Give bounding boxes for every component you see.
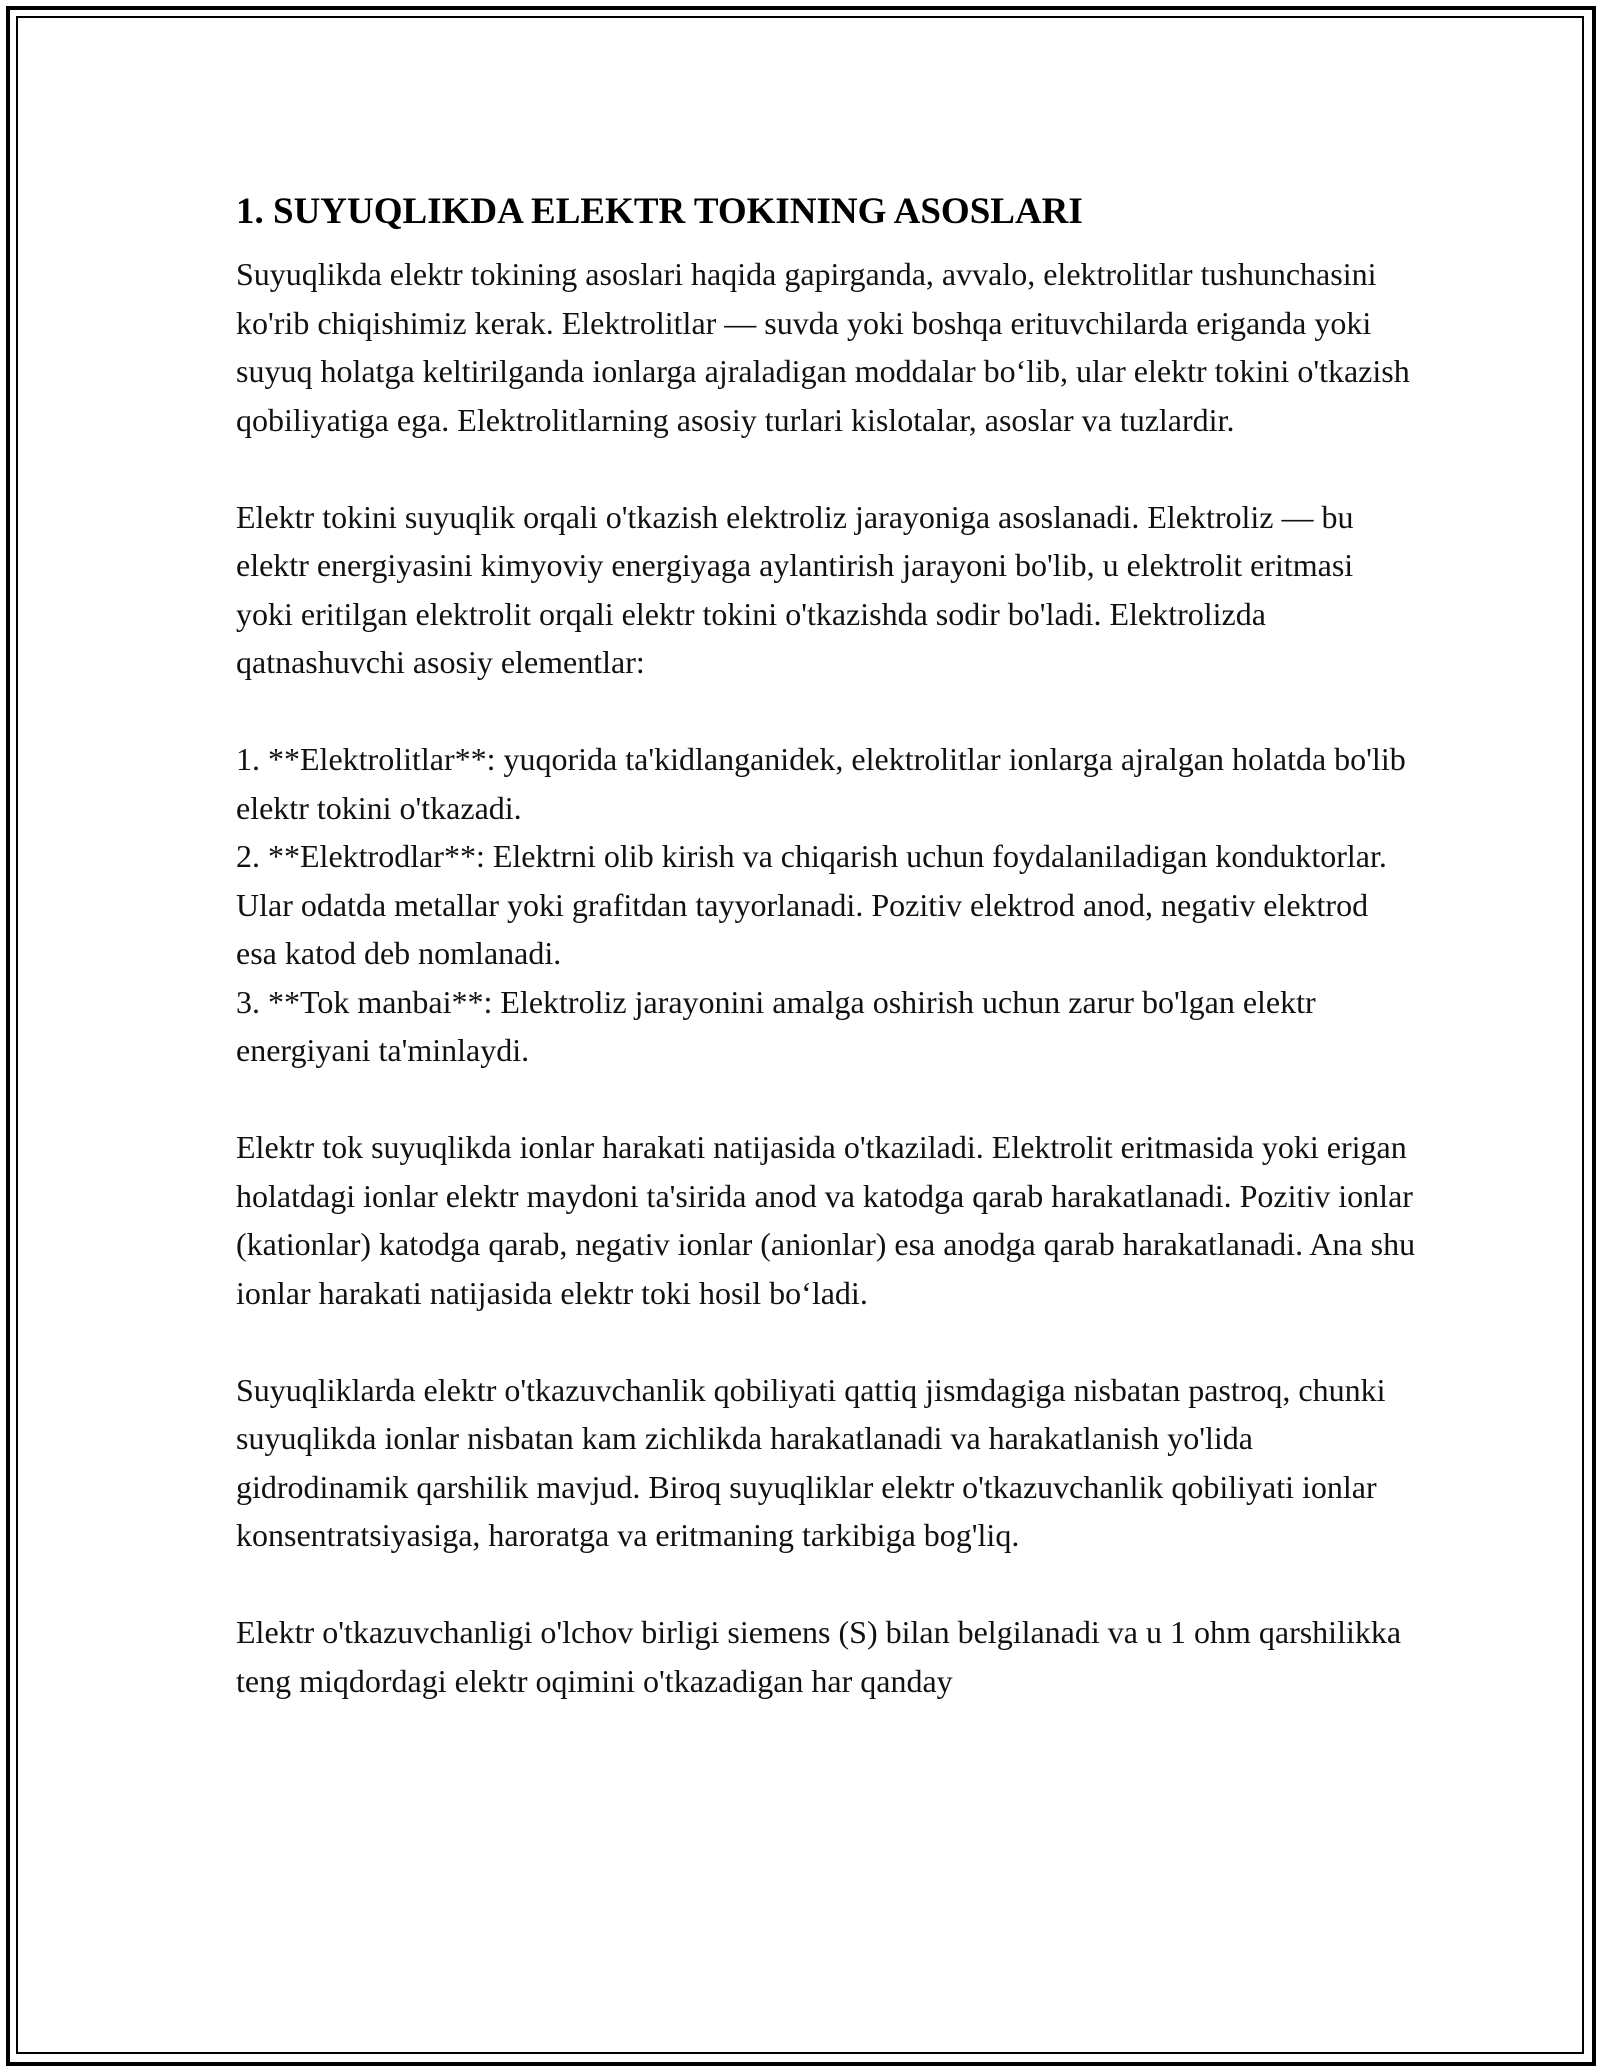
list-item-electrodes: 2. **Elektrodlar**: Elektrni olib kirish va chiqarish uchun foydalaniladigan konduktorlar. Ular odatda metallar yoki grafitdan tayyorlanadi. Pozitiv elektrod anod, negativ elektrod esa katod deb nomlanadi. [236, 838, 1387, 971]
paragraph-electrolytes: Suyuqlikda elektr tokining asoslari haqida gapirganda, avvalo, elektrolitlar tushunchasini ko'rib chiqishimiz kerak. Elektrolitlar — suvda yoki boshqa erituvchilarda eriganda yoki suyuq holatga keltirilganda ionlarga ajraladigan moddalar bo‘lib, ular elektr tokini o'tkazish qobiliyatiga ega. Elektrolitlarning asosiy turlari kislotalar, asoslar va tuzlardir. [236, 256, 1410, 438]
section-heading: 1. SUYUQLIKDA ELEKTR TOKINING ASOSLARI [236, 191, 1083, 232]
document-body [236, 186, 1416, 1705]
paragraph-conductivity: Suyuqliklarda elektr o'tkazuvchanlik qobiliyati qattiq jismdagiga nisbatan pastroq, chunki suyuqlikda ionlar nisbatan kam zichlikda harakatlanadi va harakatlanish yo'lida gidrodinamik qarshilik mavjud. Biroq suyuqliklar elektr o'tkazuvchanlik qobiliyati ionlar konsentratsiyasiga, haroratga va eritmaning tarkibiga bog'liq. [236, 1371, 1386, 1553]
paragraph-siemens-unit: Elektr o'tkazuvchanligi o'lchov birligi siemens (S) bilan belgilanadi va u 1 ohm qarshilikka teng miqdordagi elektr oqimini o'tkazadigan har qanday [236, 1614, 1402, 1699]
paragraph-ion-movement: Elektr tok suyuqlikda ionlar harakati natijasida o'tkaziladi. Elektrolit eritmasida yoki erigan holatdagi ionlar elektr maydoni ta'sirida anod va katodga qarab harakatlanadi. Pozitiv ionlar (kationlar) katodga qarab, negativ ionlar (anionlar) esa anodga qarab harakatlanadi. Ana shu ionlar harakati natijasida elektr toki hosil bo‘ladi. [236, 1129, 1416, 1311]
list-item-power-source: 3. **Tok manbai**: Elektroliz jarayonini amalga oshirish uchun zarur bo'lgan elektr energiyani ta'minlaydi. [236, 983, 1316, 1068]
list-item-electrolytes: 1. **Elektrolitlar**: yuqorida ta'kidlanganidek, elektrolitlar ionlarga ajralgan holatda bo'lib elektr tokini o'tkazadi. [236, 741, 1406, 826]
paragraph-electrolysis: Elektr tokini suyuqlik orqali o'tkazish elektroliz jarayoniga asoslanadi. Elektroliz — bu elektr energiyasini kimyoviy energiyaga aylantirish jarayoni bo'lib, u elektrolit eritmasi yoki eritilgan elektrolit orqali elektr tokini o'tkazishda sodir bo'ladi. Elektrolizda qatnashuvchi asosiy elementlar: [236, 498, 1354, 680]
elements-list [236, 735, 1416, 1075]
